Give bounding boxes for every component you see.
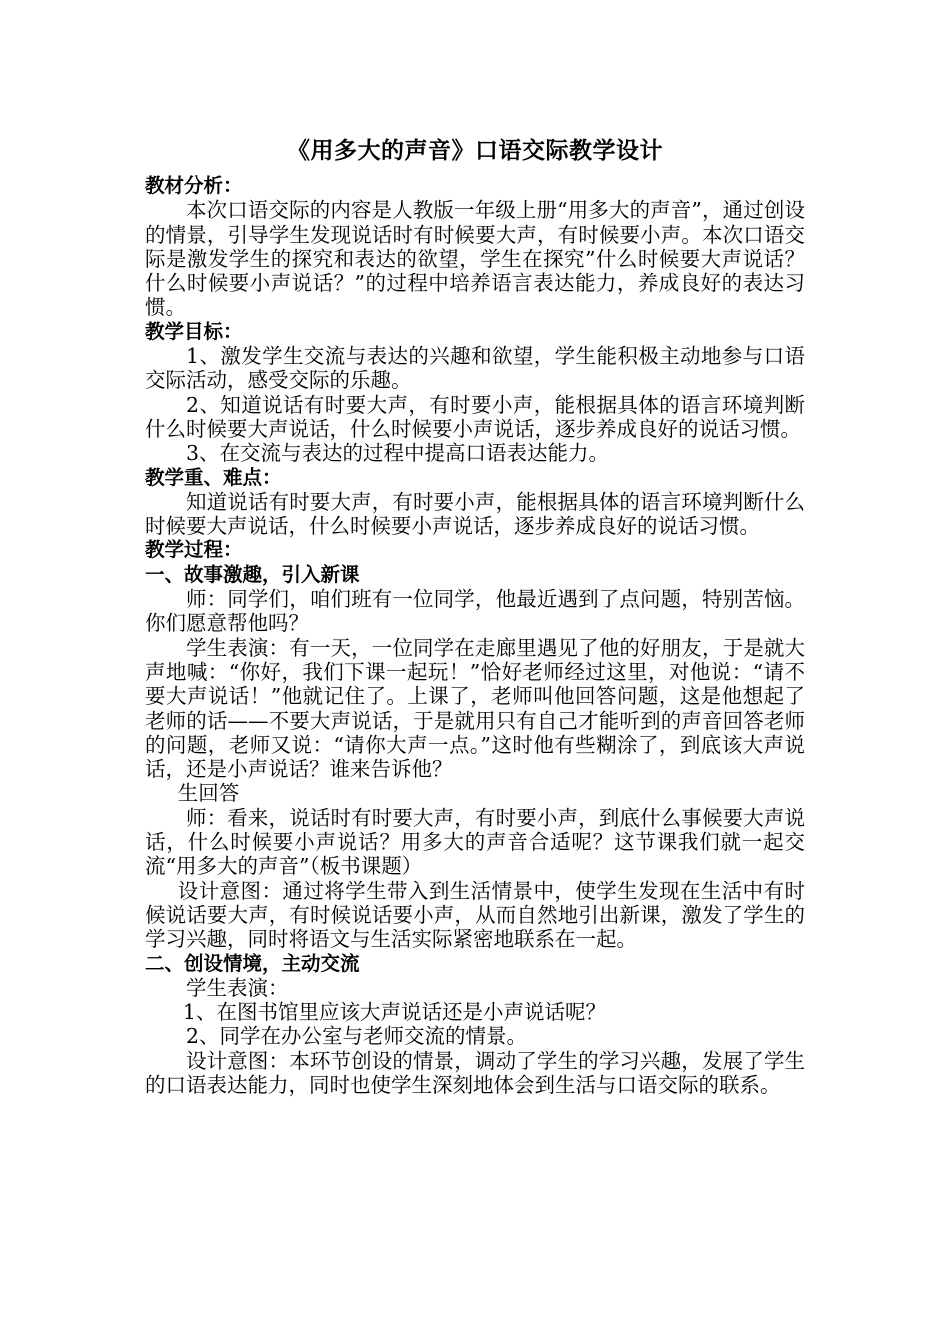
goals-heading: 教学目标： xyxy=(145,319,243,343)
part2-heading: 二、创设情境，主动交流 xyxy=(145,951,360,975)
part1-paragraph: 师：同学们，咱们班有一位同学，他最近遇到了点问题，特别苦恼。你们愿意帮他吗？ xyxy=(145,587,805,636)
part2-design-intent: 设计意图：本环节创设的情景，调动了学生的学习兴趣，发展了学生的口语表达能力，同时也使学生深刻地体会到生活与口语交际的联系。 xyxy=(145,1048,805,1097)
key-points-paragraph: 知道说话有时要大声，有时要小声，能根据具体的语言环境判断什么时候要大声说话，什么时候要小声说话，逐步养成良好的说话习惯。 xyxy=(145,489,805,539)
part1-paragraph: 师：看来，说话时有时要大声，有时要小声，到底什么事候要大声说话，什么时候要小声说话？用多大的声音合适呢？这节课我们就一起交流“用多大的声音”（板书课题） xyxy=(145,805,805,879)
key-points-heading: 教学重、难点： xyxy=(145,465,282,489)
goal-item: 2、知道说话有时要大声，有时要小声，能根据具体的语言环境判断什么时候要大声说话，什么时候要小声说话，逐步养成良好的说话习惯。 xyxy=(145,392,805,441)
part2-paragraph: 2、同学在办公室与老师交流的情景。 xyxy=(186,1024,528,1049)
part2-paragraph: 1、在图书馆里应该大声说话还是小声说话呢？ xyxy=(182,1000,606,1025)
part2-paragraph: 学生表演： xyxy=(186,975,289,1000)
document-title: 《用多大的声音》口语交际教学设计 xyxy=(287,138,663,164)
goal-item: 3、在交流与表达的过程中提高口语表达能力。 xyxy=(186,441,610,466)
part1-design-intent: 设计意图：通过将学生带入到生活情景中，使学生发现在生活中有时候说话要大声，有时候说话要小声，从而自然地引出新课，激发了学生的学习兴趣，同时将语文与生活实际紧密地联系在一起。 xyxy=(145,878,805,952)
part1-heading: 一、故事激趣，引入新课 xyxy=(145,562,360,586)
process-heading: 教学过程： xyxy=(145,538,243,562)
analysis-heading: 教材分析： xyxy=(145,174,243,197)
goal-item: 1、激发学生交流与表达的兴趣和欲望，学生能积极主动地参与口语交际活动，感受交际的乐趣。 xyxy=(145,344,805,393)
analysis-paragraph: 本次口语交际的内容是人教版一年级上册“用多大的声音”，通过创设的情景，引导学生发现说话时有时候要大声，有时候要小声。本次口语交际是激发学生的探究和表达的欲望，学生在探究”什么时候要大声说话？什么时候要小声说话？”的过程中培养语言表达能力，养成良好的表达习惯。 xyxy=(145,198,805,320)
part1-paragraph: 生回答 xyxy=(177,781,240,806)
part1-paragraph: 学生表演：有一天，一位同学在走廊里遇见了他的好朋友，于是就大声地喊：“你好，我们下课一起玩！”恰好老师经过这里，对他说：“请不要大声说话！”他就记住了。上课了，老师叫他回答问题，这是他想起了老师的话——不要大声说话，于是就用只有自己才能听到的声音回答老师的问题，老师又说：“请你大声一点。”这时他有些糊涂了，到底该大声说话，还是小声说话？谁来告诉他？ xyxy=(145,635,805,782)
document-page xyxy=(145,136,805,1097)
